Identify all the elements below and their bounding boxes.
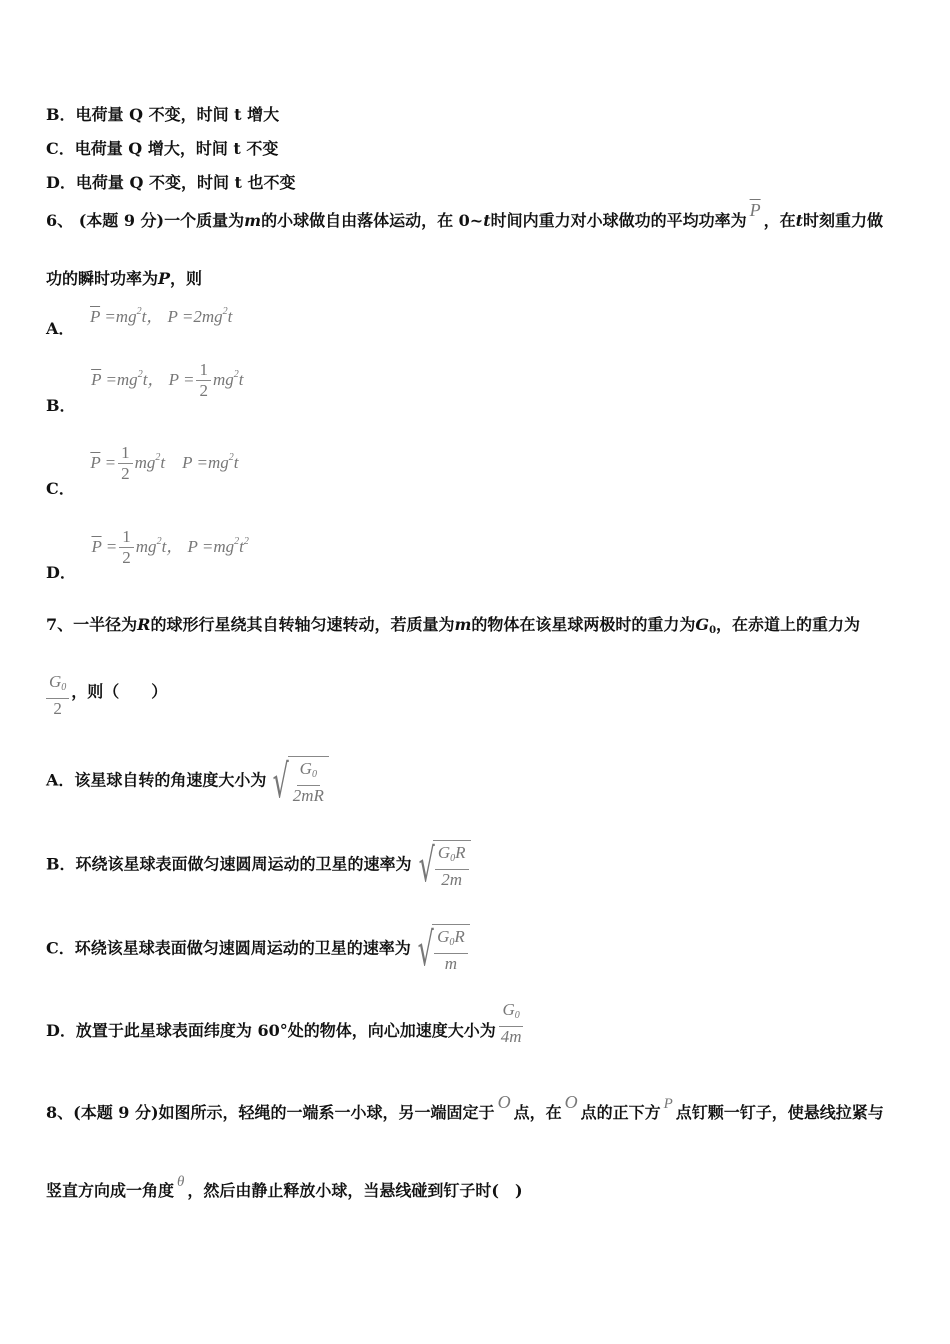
q6-option-c: C． $\overline{P}$ = $\frac{1}{2}$ $mg^2t$ $P =mg^2t$ (46, 443, 239, 498)
q5-option-d: D．电荷量 Q 不变，时间 t 也不变 (46, 173, 296, 192)
q6-stem-line2: 功的瞬时功率为P，则 (46, 269, 203, 288)
q8-stem-line1: 8、(本题 9 分)如图所示，轻绳的一端系一小球，另一端固定于O点，在O点的正下方 P 点钉颗一钉子，使悬线拉紧与 (46, 1092, 884, 1122)
q7-option-c: C．环绕该星球表面做匀速圆周运动的卫星的速率为 √ $\frac{G_0R}{m}$ (46, 924, 470, 974)
q7-option-d: D．放置于此星球表面纬度为 60°处的物体，向心加速度大小为 $\frac{G_0}{4m}$ (46, 1000, 522, 1046)
q6-stem-line1: 6、 (本题 9 分)一个质量为m的小球做自由落体运动，在 0~t时间内重力对小球做功的平均功率为$\overline{P}$，在t时刻重力做 (46, 200, 884, 230)
q6-option-d: D． $\overline{P}$ = $\frac{1}{2}$ $mg^2t$， $P =mg^2t^2$ (46, 527, 249, 582)
q7-stem-line1: 7、一半径为R的球形行星绕其自转轴匀速转动，若质量为m的物体在该星球两极时的重力为$G_0$，在赤道上的重力为 (46, 615, 861, 636)
q6-option-a: A． $\overline{P} =mg^2t$， $P =2mg^2t$ (46, 306, 233, 338)
q8-stem-line2: 竖直方向成一角度 θ ，然后由静止释放小球，当悬线碰到钉子时( ) (46, 1174, 523, 1200)
q7-option-a: A．该星球自转的角速度大小为 √ $\frac{G_0}{2mR}$ (46, 756, 329, 806)
avg-power-symbol: $\overline{P}$ (749, 200, 761, 220)
q5-option-b: B．电荷量 Q 不变，时间 t 增大 (46, 105, 280, 124)
q7-option-b: B．环绕该星球表面做匀速圆周运动的卫星的速率为 √ $\frac{G_0R}{2m}$ (46, 840, 471, 890)
q7-stem-line2: $\frac{G_0}{2}$ ，则（ ） (46, 672, 167, 719)
q5-option-c: C．电荷量 Q 增大，时间 t 不变 (46, 139, 279, 158)
q6-option-b: B． $\overline{P} =mg^2t$， P = $\frac{1}{2}$ $mg^2t$ (46, 360, 244, 415)
